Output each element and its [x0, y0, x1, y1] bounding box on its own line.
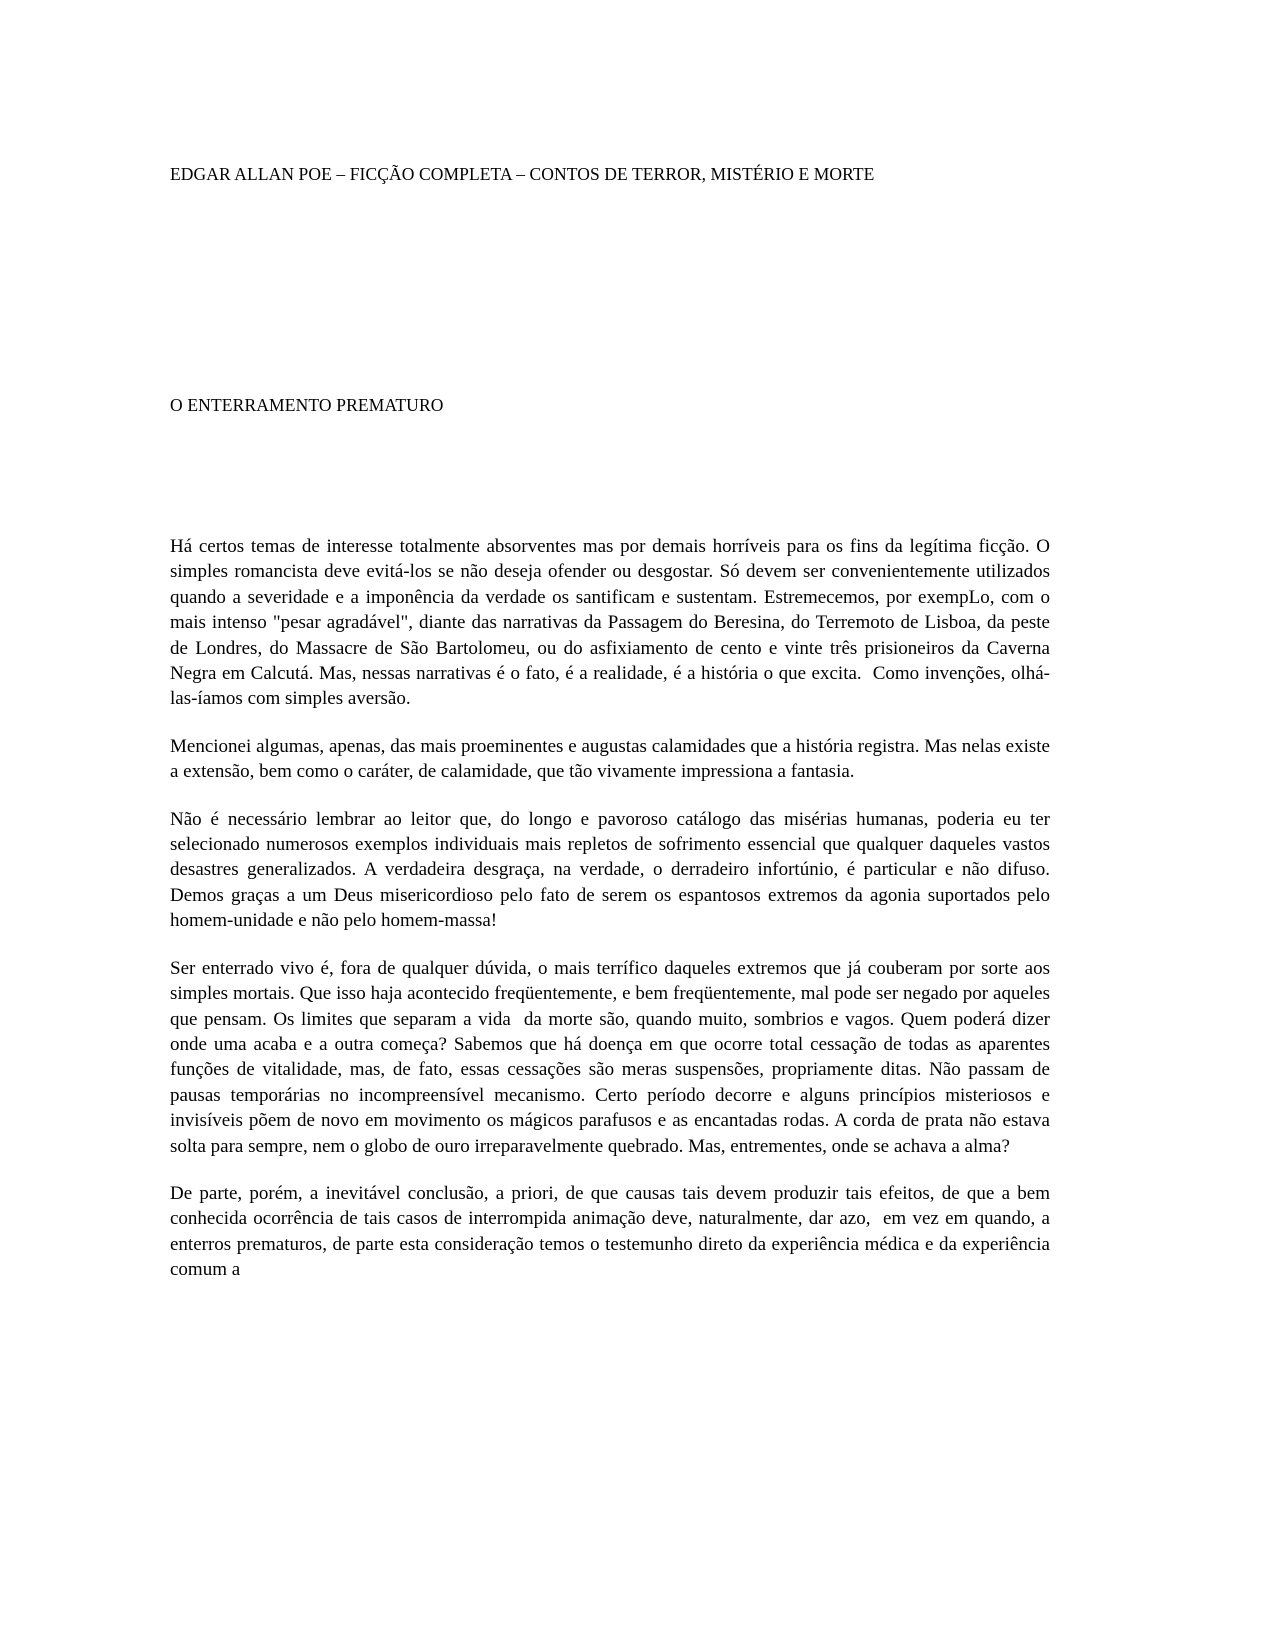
paragraph: Mencionei algumas, apenas, das mais proeminentes e augustas calamidades que a história registra. Mas nelas existe a extensão, bem como o caráter, de calamidade, que tão vivamente impressiona a fantasia. [170, 735, 1055, 783]
paragraph: Há certos temas de interesse totalmente absorventes mas por demais horríveis para os fins da legítima ficção. O simples romancista deve evitá-los se não deseja ofender ou desgostar. Só devem ser convenientemente utilizados quando a severidade e a imponência da verdade os santificam e sustentam. Estremecemos, por exempLo, com o mais intenso "pesar agradável", diante das narrativas da Passagem do Beresina, do Terremoto de Lisboa, da peste de Londres, do Massacre de São Bartolomeu, ou do asfixiamento de cento e vinte três prisioneiros da Caverna Negra em Calcutá. Mas, nessas narrativas é o fato, é a realidade, é a história o que excita. Como invenções, olhá-las-íamos com simples aversão. [170, 536, 1055, 710]
paragraph: Ser enterrado vivo é, fora de qualquer dúvida, o mais terrífico daqueles extremos que já couberam por sorte aos simples mortais. Que isso haja acontecido freqüentemente, e bem freqüentemente, mal pode ser negado por aqueles que pensam. Os limites que separam a vida da morte são, quando muito, sombrios e vagos. Quem poderá dizer onde uma acaba e a outra começa? Sabemos que há doença em que ocorre total cessação de todas as aparentes funções de vitalidade, mas, de fato, essas cessações são meras suspensões, propriamente ditas. Não passam de pausas temporárias no incompreensível mecanismo. Certo período decorre e alguns princípios misteriosos e invisíveis põem de novo em movimento os mágicos parafusos e as encantadas rodas. A corda de prata não estava solta para sempre, nem o globo de ouro irreparavelmente quebrado. Mas, entrementes, onde se achava a alma? [170, 957, 1055, 1157]
paragraph: Não é necessário lembrar ao leitor que, do longo e pavoroso catálogo das misérias humanas, poderia eu ter selecionado numerosos exemplos individuais mais repletos de sofrimento essencial que qualquer daqueles vastos desastres generalizados. A verdadeira desgraça, na verdade, o derradeiro infortúnio, é particular e não difuso. Demos graças a um Deus misericordioso pelo fato de serem os espantosos extremos da agonia suportados pelo homem-unidade e não pelo homem-massa! [170, 808, 1060, 932]
running-head: EDGAR ALLAN POE – FICÇÃO COMPLETA – CONTOS DE TERROR, MISTÉRIO E MORTE [170, 164, 875, 184]
story-title: O ENTERRAMENTO PREMATURO [170, 395, 444, 415]
paragraph: De parte, porém, a inevitável conclusão, a priori, de que causas tais devem produzir tais efeitos, de que a bem conhecida ocorrência de tais casos de interrompida animação deve, naturalmente, dar azo, em vez em quando, a enterros prematuros, de parte esta consideração temos o testemunho direto da experiência médica e da experiência comum a [170, 1182, 1055, 1281]
body-text [170, 534, 1060, 1283]
